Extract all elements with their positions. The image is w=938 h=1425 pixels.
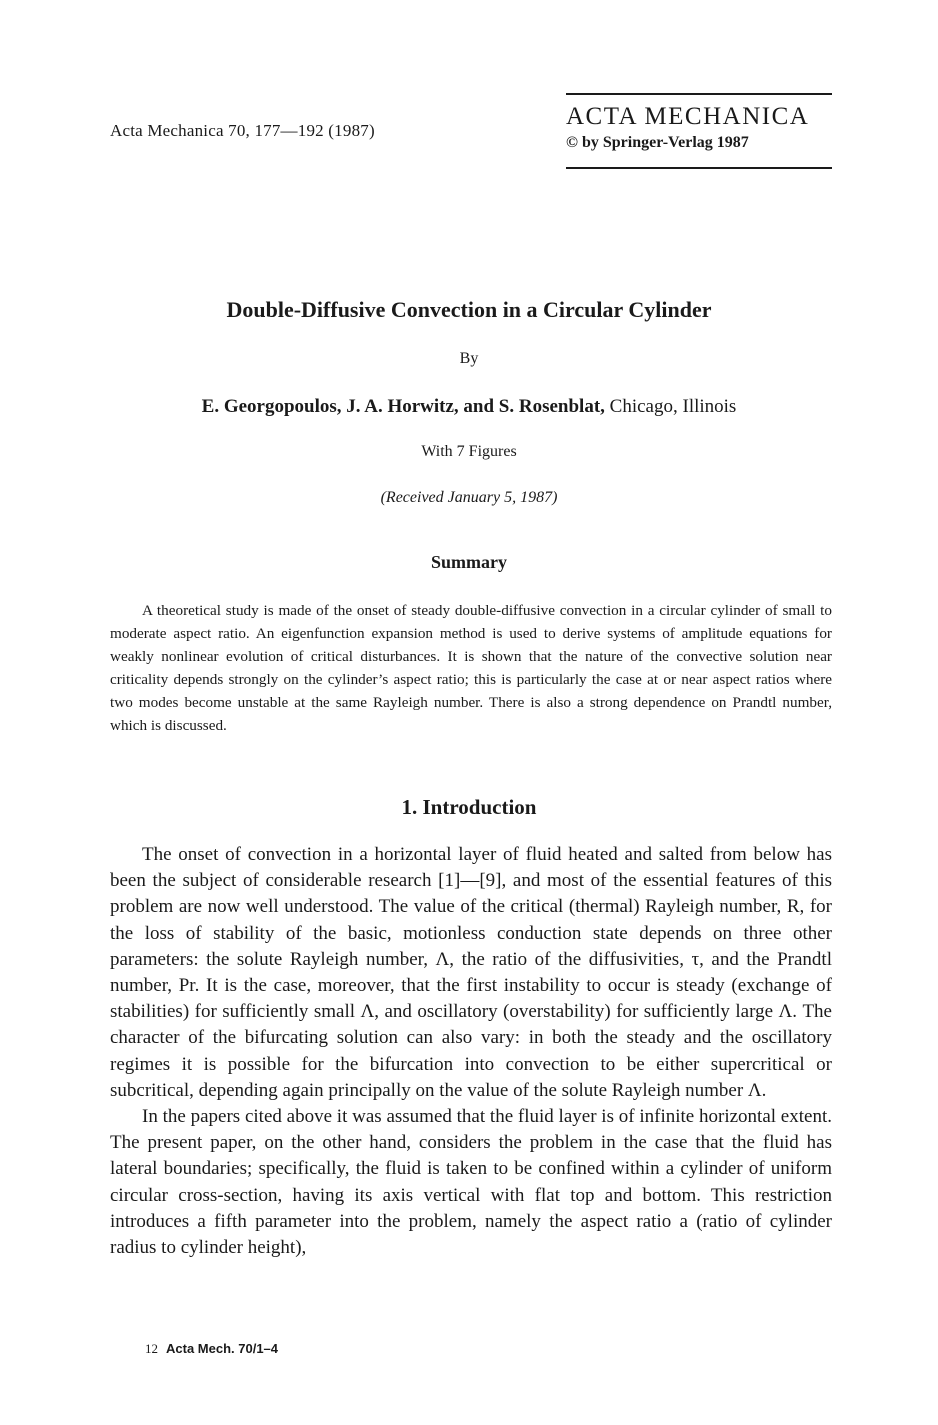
masthead-title: ACTA MECHANICA [566, 103, 810, 130]
byline: By [459, 350, 479, 367]
footer-journal-code: Acta Mech. 70/1–4 [166, 1341, 279, 1356]
received-date: (Received January 5, 1987) [380, 489, 558, 506]
introduction-paragraph-1: The onset of convection in a horizontal layer of fluid heated and salted from below has been the subject of considerable research [1]—[9], and most of the essential features of this problem are now well understood. The value of the critical (thermal) Rayleigh number, R, for the loss of stability of the basic, motionless conduction state depends on three other parameters: the solute Rayleigh number, Λ, the ratio of the diffusivities, τ, and the Prandtl number, Pr. It is the case, moreover, that the first instability to occur is steady (exchange of stabilities) for sufficiently small Λ, and oscillatory (overstability) for sufficiently large Λ. The character of the bifurcating solution can also vary: in both the steady and the oscillatory regimes it is possible for the bifurcation into convection to be either supercritical or subcritical, depending again principally on the value of the solute Rayleigh number Λ. [110, 844, 832, 1101]
author-location: Chicago, Illinois [604, 396, 737, 417]
summary-heading: Summary [431, 552, 507, 572]
journal-masthead [566, 93, 832, 169]
journal-reference: Acta Mechanica 70, 177—192 (1987) [110, 121, 375, 140]
introduction-heading: 1. Introduction [401, 795, 537, 819]
author-names: E. Georgopoulos, J. A. Horwitz, and S. Rosenblat, [201, 396, 605, 417]
paper-title: Double-Diffusive Convection in a Circular Cylinder [226, 297, 712, 322]
author-list [0, 396, 938, 418]
masthead-copyright: © by Springer-Verlag 1987 [566, 134, 749, 151]
masthead-top-rule [566, 93, 832, 95]
masthead-bottom-rule [566, 167, 832, 169]
summary-text: A theoretical study is made of the onset of steady double-diffusive convection in a circular cylinder of small to moderate aspect ratio. An eigenfunction expansion method is used to derive systems of amplitude equations for weakly nonlinear evolution of critical disturbances. It is shown that the nature of the convective solution near criticality depends strongly on the cylinder’s aspect ratio; this is particularly the case at or near aspect ratios where two modes become unstable at the same Rayleigh number. There is also a strong dependence on Prandtl number, which is discussed. [110, 602, 832, 735]
introduction-body [110, 842, 832, 1261]
footer-page-number: 12 [145, 1341, 158, 1356]
figure-count: With 7 Figures [421, 443, 517, 460]
page-footer [145, 1341, 278, 1357]
introduction-paragraph-2: In the papers cited above it was assumed that the fluid layer is of infinite horizontal extent. The present paper, on the other hand, considers the problem in the case that the fluid has lateral boundaries; specifically, the fluid is taken to be confined within a cylinder of uniform circular cross-section, having its axis vertical with flat top and bottom. This restriction introduces a fifth parameter into the problem, namely the aspect ratio a (ratio of cylinder radius to cylinder height), [110, 1106, 832, 1259]
